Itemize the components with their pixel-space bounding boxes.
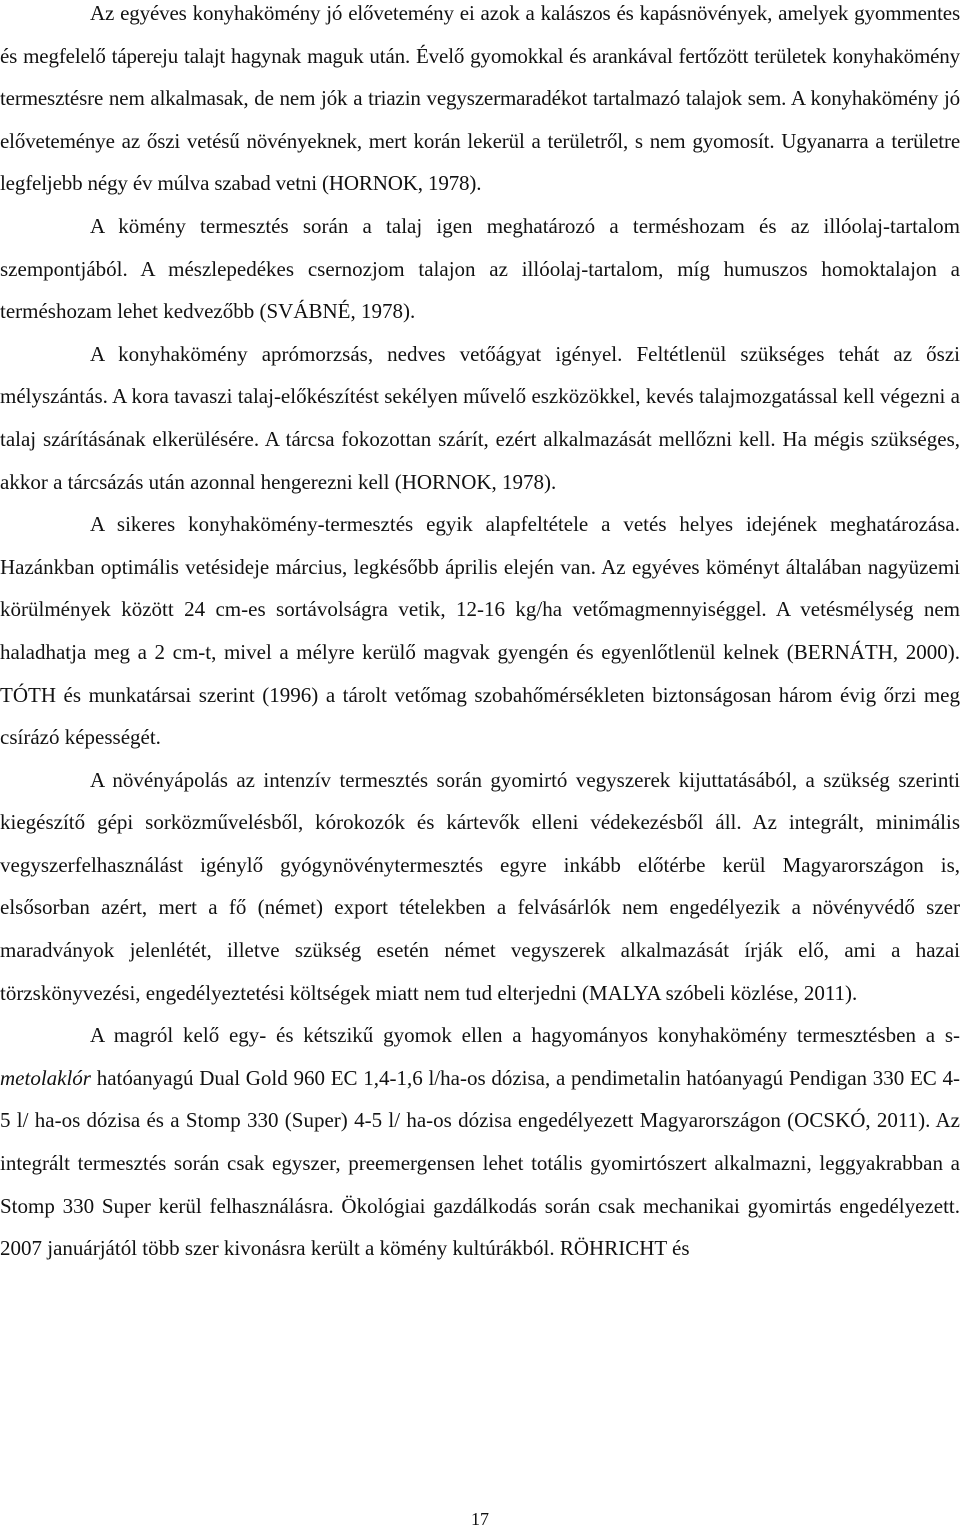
paragraph-weed-control: [0, 1014, 960, 1270]
weed-control-text-end: hatóanyagú Dual Gold 960 EC 1,4-1,6 l/ha-os dózisa, a pendimetalin hatóanyagú Pendigan 330 EC 4-5 l/ ha-os dózisa és a Stomp 330 (Super) 4-5 l/ ha-os dózisa engedélyezett Magyarországon (OCSKÓ, 2011). Az integrált termesztés során csak egyszer, preemergensen lehet totális gyomirtószert alkalmazni, leggyakrabban a Stomp 330 Super kerül felhasználásra. Ökológiai gazdálkodás során csak mechanikai gyomirtás engedélyezett. 2007 januárjától több szer kivonásra került a kömény kultúrákból. RÖHRICHT és: [0, 1065, 960, 1261]
weed-control-text-start: A magról kelő egy- és kétszikű gyomok ellen a hagyományos konyhakömény termesztésben a s-: [90, 1023, 960, 1048]
paragraph-sowing: A sikeres konyhakömény-termesztés egyik alapfeltétele a vetés helyes idejének meghatározása. Hazánkban optimális vetésideje március, legkésőbb április elején van. Az egyéves köményt általában nagyüzemi körülmények között 24 cm-es sortávolságra vetik, 12-16 kg/ha vetőmagmennyiséggel. A vetésmélység nem haladhatja meg a 2 cm-t, mivel a mélyre kerülő magvak gyengén és egyenlőtlenül kelnek (BERNÁTH, 2000). TÓTH és munkatársai szerint (1996) a tárolt vetőmag szobahőmérsékleten biztonságosan három évig őrzi meg csírázó képességét.: [0, 512, 960, 750]
paragraph-plant-care: A növényápolás az intenzív termesztés során gyomirtó vegyszerek kijuttatásából, a szükség szerinti kiegészítő gépi sorközművelésből, kórokozók és kártevők elleni védekezésből áll. Az integrált, minimális vegyszerfelhasználást igénylő gyógynövénytermesztés egyre inkább előtérbe kerül Magyarországon is, elsősorban azért, mert a fő (német) export tételekben a felvásárlók nem engedélyezik a növényvédő szer maradványok jelenlétét, illetve szükség esetén német vegyszerek alkalmazását írják elő, ami a hazai törzskönyvezési, engedélyeztetési költségek miatt nem tud elterjedni (MALYA szóbeli közlése, 2011).: [0, 767, 960, 1005]
paragraph-soil: A kömény termesztés során a talaj igen meghatározó a terméshozam és az illóolaj-tartalom szempontjából. A mészlepedékes csernozjom talajon az illóolaj-tartalom, míg humuszos homoktalajon a terméshozam lehet kedvezőbb (SVÁBNÉ, 1978).: [0, 213, 960, 324]
active-ingredient-name: metolaklór: [0, 1065, 91, 1090]
page-number: 17: [471, 1509, 489, 1529]
paragraph-seedbed: A konyhakömény aprómorzsás, nedves vetőágyat igényel. Feltétlenül szükséges tehát az őszi mélyszántás. A kora tavaszi talaj-előkészítést sekélyen művelő eszközökkel, kevés talajmozgatással kell végezni a talaj szárításának elkerülésére. A tárcsa fokozottan szárít, ezért alkalmazását mellőzni kell. Ha mégis szükséges, akkor a tárcsázás után azonnal hengerezni kell (HORNOK, 1978).: [0, 341, 960, 494]
paragraph-preceding-crops: Az egyéves konyhakömény jó elővetemény ei azok a kalászos és kapásnövények, amelyek gyommentes és megfelelő tápereju talajt hagynak maguk után. Évelő gyomokkal és arankával fertőzött területek konyhakömény termesztésre nem alkalmasak, de nem jók a triazin vegyszermaradékot tartalmazó talajok sem. A konyhakömény jó előveteménye az őszi vetésű növényeknek, mert korán lekerül a területről, s nem gyomosít. Ugyanarra a területre legfeljebb négy év múlva szabad vetni (HORNOK, 1978).: [0, 1, 960, 196]
